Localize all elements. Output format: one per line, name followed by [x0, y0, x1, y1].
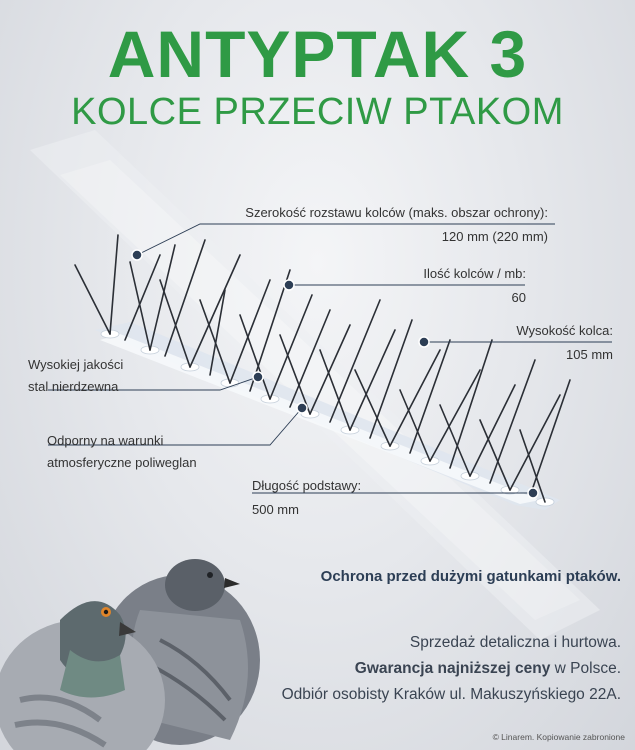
sales-info-line2: [282, 656, 621, 682]
pickup-address: Odbiór osobisty Kraków ul. Makuszyńskiego 22A.: [281, 686, 621, 703]
copyright-notice: © Linarem. Kopiowanie zabronione: [492, 732, 625, 742]
spec-steel-line1: Wysokiej jakości: [28, 357, 124, 372]
spec-base-label: Długość podstawy:: [252, 478, 362, 493]
spec-count: [423, 265, 526, 307]
pigeons-illustration: [0, 559, 260, 750]
spec-height: [516, 322, 613, 364]
spec-height-value: 105 mm: [566, 347, 613, 362]
spec-height-label: Wysokość kolca:: [516, 323, 613, 338]
spec-poly-line1: Odporny na warunki: [47, 433, 164, 448]
spec-count-value: 60: [511, 290, 526, 305]
spec-width: [245, 204, 548, 246]
spec-poly-line2: atmosferyczne poliweglan: [47, 455, 197, 470]
spec-base-value: 500 mm: [252, 502, 299, 517]
spec-width-label: Szerokość rozstawu kolców (maks. obszar ochrony):: [245, 205, 548, 220]
product-title: ANTYPTAK 3: [107, 17, 528, 91]
spec-steel-line2: stal nierdzewna: [28, 379, 119, 394]
sales-info-line1: Sprzedaż detaliczna i hurtowa.: [409, 634, 621, 651]
product-subtitle: KOLCE PRZECIW PTAKOM: [71, 91, 564, 133]
protection-slogan: Ochrona przed dużymi gatunkami ptaków.: [320, 568, 621, 585]
spec-polycarbonate: [47, 432, 197, 472]
sales-info: [282, 630, 621, 708]
price-guarantee-rest: w Polsce.: [550, 660, 621, 677]
spec-steel: [28, 356, 123, 396]
price-guarantee: Gwarancja najniższej ceny: [354, 660, 551, 677]
spec-count-label: Ilość kolców / mb:: [423, 266, 526, 281]
spec-width-value: 120 mm (220 mm): [441, 229, 548, 244]
spec-base: [252, 477, 361, 519]
